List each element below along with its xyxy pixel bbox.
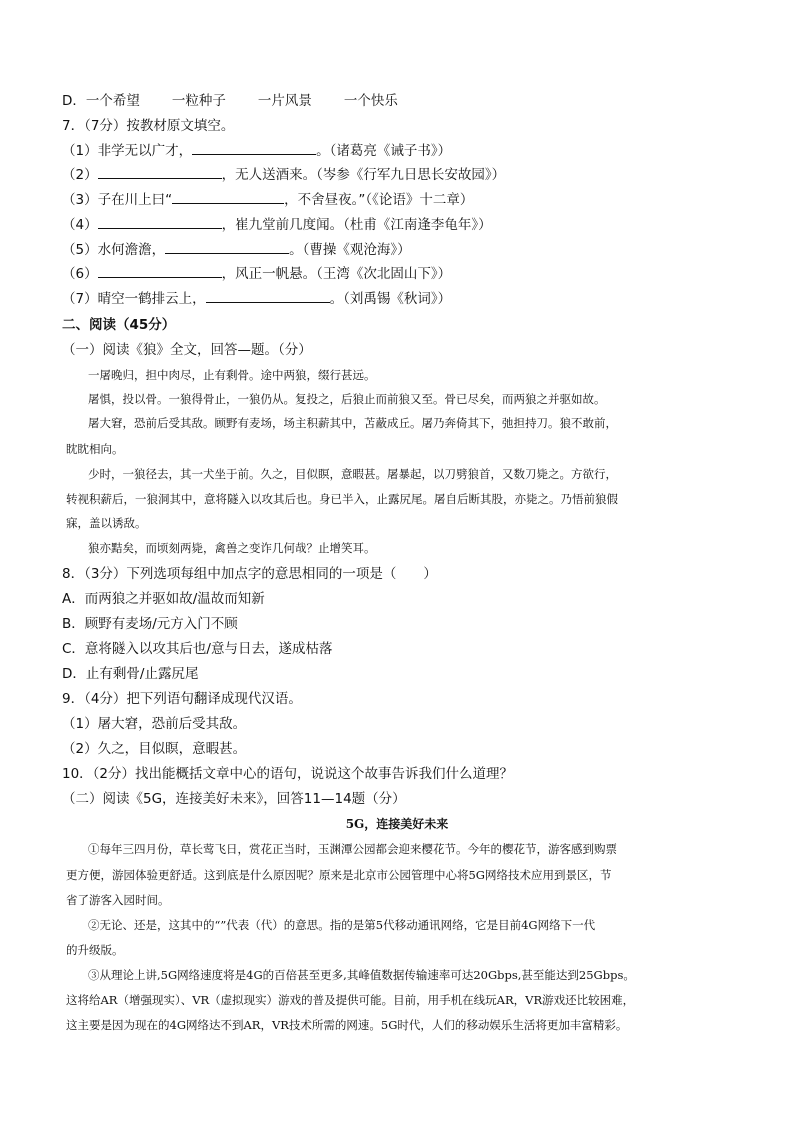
q7-item-5 (62, 241, 411, 259)
article-title: 5G，连接美好未来 (345, 817, 449, 831)
option-item: 一个快乐 (343, 93, 398, 109)
q7-prefix: （7）晴空一鹤排云上， (62, 291, 206, 307)
q8-option-a: A．而两狼之并驱如故/温故而知新 (62, 591, 265, 607)
passage-line: 眈眈相向。 (66, 442, 124, 456)
passage-line: 一屠晚归，担中肉尽，止有剩骨。途中两狼，缀行甚远。 (88, 368, 376, 382)
q9-item-1: （1）屠大窘，恐前后受其敌。 (62, 716, 247, 732)
passage-line: 狼亦黠矣，而顷刻两毙，禽兽之变诈几何哉？止增笑耳。 (88, 541, 376, 555)
q7-suffix: 。（诸葛亮《诫子书》） (316, 143, 452, 159)
q9-item-2: （2）久之，目似瞑，意暇甚。 (62, 741, 247, 757)
part1-header: （一）阅读《狼》全文，回答—题。（分） (62, 342, 312, 358)
answer-blank[interactable] (192, 142, 316, 155)
passage-line: 屠大窘，恐前后受其敌。顾野有麦场，场主积薪其中，苫蔽成丘。屠乃奔倚其下，弛担持刀。狼不敢前， (88, 416, 617, 430)
q8-option-d: D．止有剩骨/止露尻尾 (62, 666, 199, 682)
passage-line: 转视积薪后，一狼洞其中，意将隧入以攻其后也。身已半入，止露尻尾。屠自后断其股，亦毙之。乃悟前狼假 (66, 492, 618, 506)
q8-option-c: C．意将隧入以攻其后也/意与日去，遂成枯落 (62, 641, 333, 657)
article-line: ①每年三四月份，草长莺飞日，赏花正当时，玉渊潭公园都会迎来樱花节。今年的樱花节，游客感到购票 (88, 842, 617, 856)
passage-line: 寐，盖以诱敌。 (66, 516, 147, 530)
answer-blank[interactable] (98, 265, 222, 278)
answer-blank[interactable] (206, 290, 330, 303)
q7-suffix: ，崔九堂前几度闻。（杜甫《江南逢李龟年》） (221, 217, 492, 233)
q7-prefix: （4） (62, 217, 98, 233)
article-line: 省了游客入园时间。 (66, 893, 170, 907)
answer-blank[interactable] (98, 216, 222, 229)
article-line: ②无论、还是，这其中的“”代表（代）的意思。指的是第5代移动通讯网络，它是目前4G网络下一代 (88, 918, 596, 932)
q7-item-2 (62, 166, 505, 184)
section-title: 二、阅读（45分） (62, 317, 176, 333)
article-line: 更方便，游园体验更舒适。这到底是什么原因呢？原来是北京市公园管理中心将5G网络技术应用到景区，节 (66, 868, 612, 882)
q7-item-6 (62, 265, 451, 283)
q7-item-4 (62, 216, 492, 234)
option-item: 一粒种子 (171, 93, 226, 109)
q7-prefix: （1）非学无以广才， (62, 143, 193, 159)
option-item: 一个希望 (85, 93, 140, 109)
q9-header: 9．（4分）把下列语句翻译成现代汉语。 (62, 691, 302, 707)
article-line: 这将给AR（增强现实）、VR（虚拟现实）游戏的普及提供可能。目前，用手机在线玩AR，VR游戏还比较困难， (66, 993, 635, 1007)
part2-header: （二）阅读《5G，连接美好未来》，回答11—14题（分） (62, 791, 406, 807)
q10-header: 10．（2分）找出能概括文章中心的语句，说说这个故事告诉我们什么道理？ (62, 766, 514, 782)
answer-blank[interactable] (98, 166, 222, 179)
q8-header: 8．（3分）下列选项每组中加点字的意思相同的一项是（ ） (62, 566, 437, 582)
q7-item-1 (62, 142, 451, 160)
q7-suffix: ，无人送酒来。（岑参《行军九日思长安故园》） (221, 167, 506, 183)
q7-item-3 (62, 191, 473, 209)
option-item: 一片风景 (257, 93, 312, 109)
article-line: ③从理论上讲,5G网络速度将是4G的百倍甚至更多,其峰值数据传输速率可达20Gbps,甚至能达到25Gbps。 (88, 968, 635, 982)
answer-blank[interactable] (165, 241, 289, 254)
q7-suffix: ，不舍昼夜。”（《论语》十二章） (284, 192, 474, 208)
q7-prefix: （2） (62, 167, 98, 183)
q6-option-d (62, 92, 398, 110)
q7-header: 7．（7分）按教材原文填空。 (62, 118, 235, 134)
q7-suffix: 。（刘禹锡《秋词》） (329, 291, 452, 307)
article-line: 这主要是因为现在的4G网络达不到AR，VR技术所需的网速。5G时代，人们的移动娱乐生活将更加丰富精彩。 (66, 1018, 628, 1032)
option-letter: D． (62, 93, 86, 109)
article-line: 的升级版。 (66, 943, 124, 957)
q8-option-b: B．顾野有麦场/元方入门不顾 (62, 616, 238, 632)
q7-suffix: 。（曹操《观沧海》） (289, 242, 411, 258)
q7-item-7 (62, 290, 451, 308)
passage-line: 少时，一狼径去，其一犬坐于前。久之，目似瞑，意暇甚。屠暴起，以刀劈狼首，又数刀毙之。方欲行， (88, 467, 617, 481)
q7-prefix: （3）子在川上曰“ (62, 192, 173, 208)
q7-prefix: （6） (62, 266, 98, 282)
answer-blank[interactable] (172, 191, 284, 204)
passage-line: 屠惧，投以骨。一狼得骨止，一狼仍从。复投之，后狼止而前狼又至。骨已尽矣，而两狼之并驱如故。 (88, 392, 606, 406)
q7-prefix: （5）水何澹澹， (62, 242, 166, 258)
q7-suffix: ，风正一帆悬。（王湾《次北固山下》） (221, 266, 452, 282)
